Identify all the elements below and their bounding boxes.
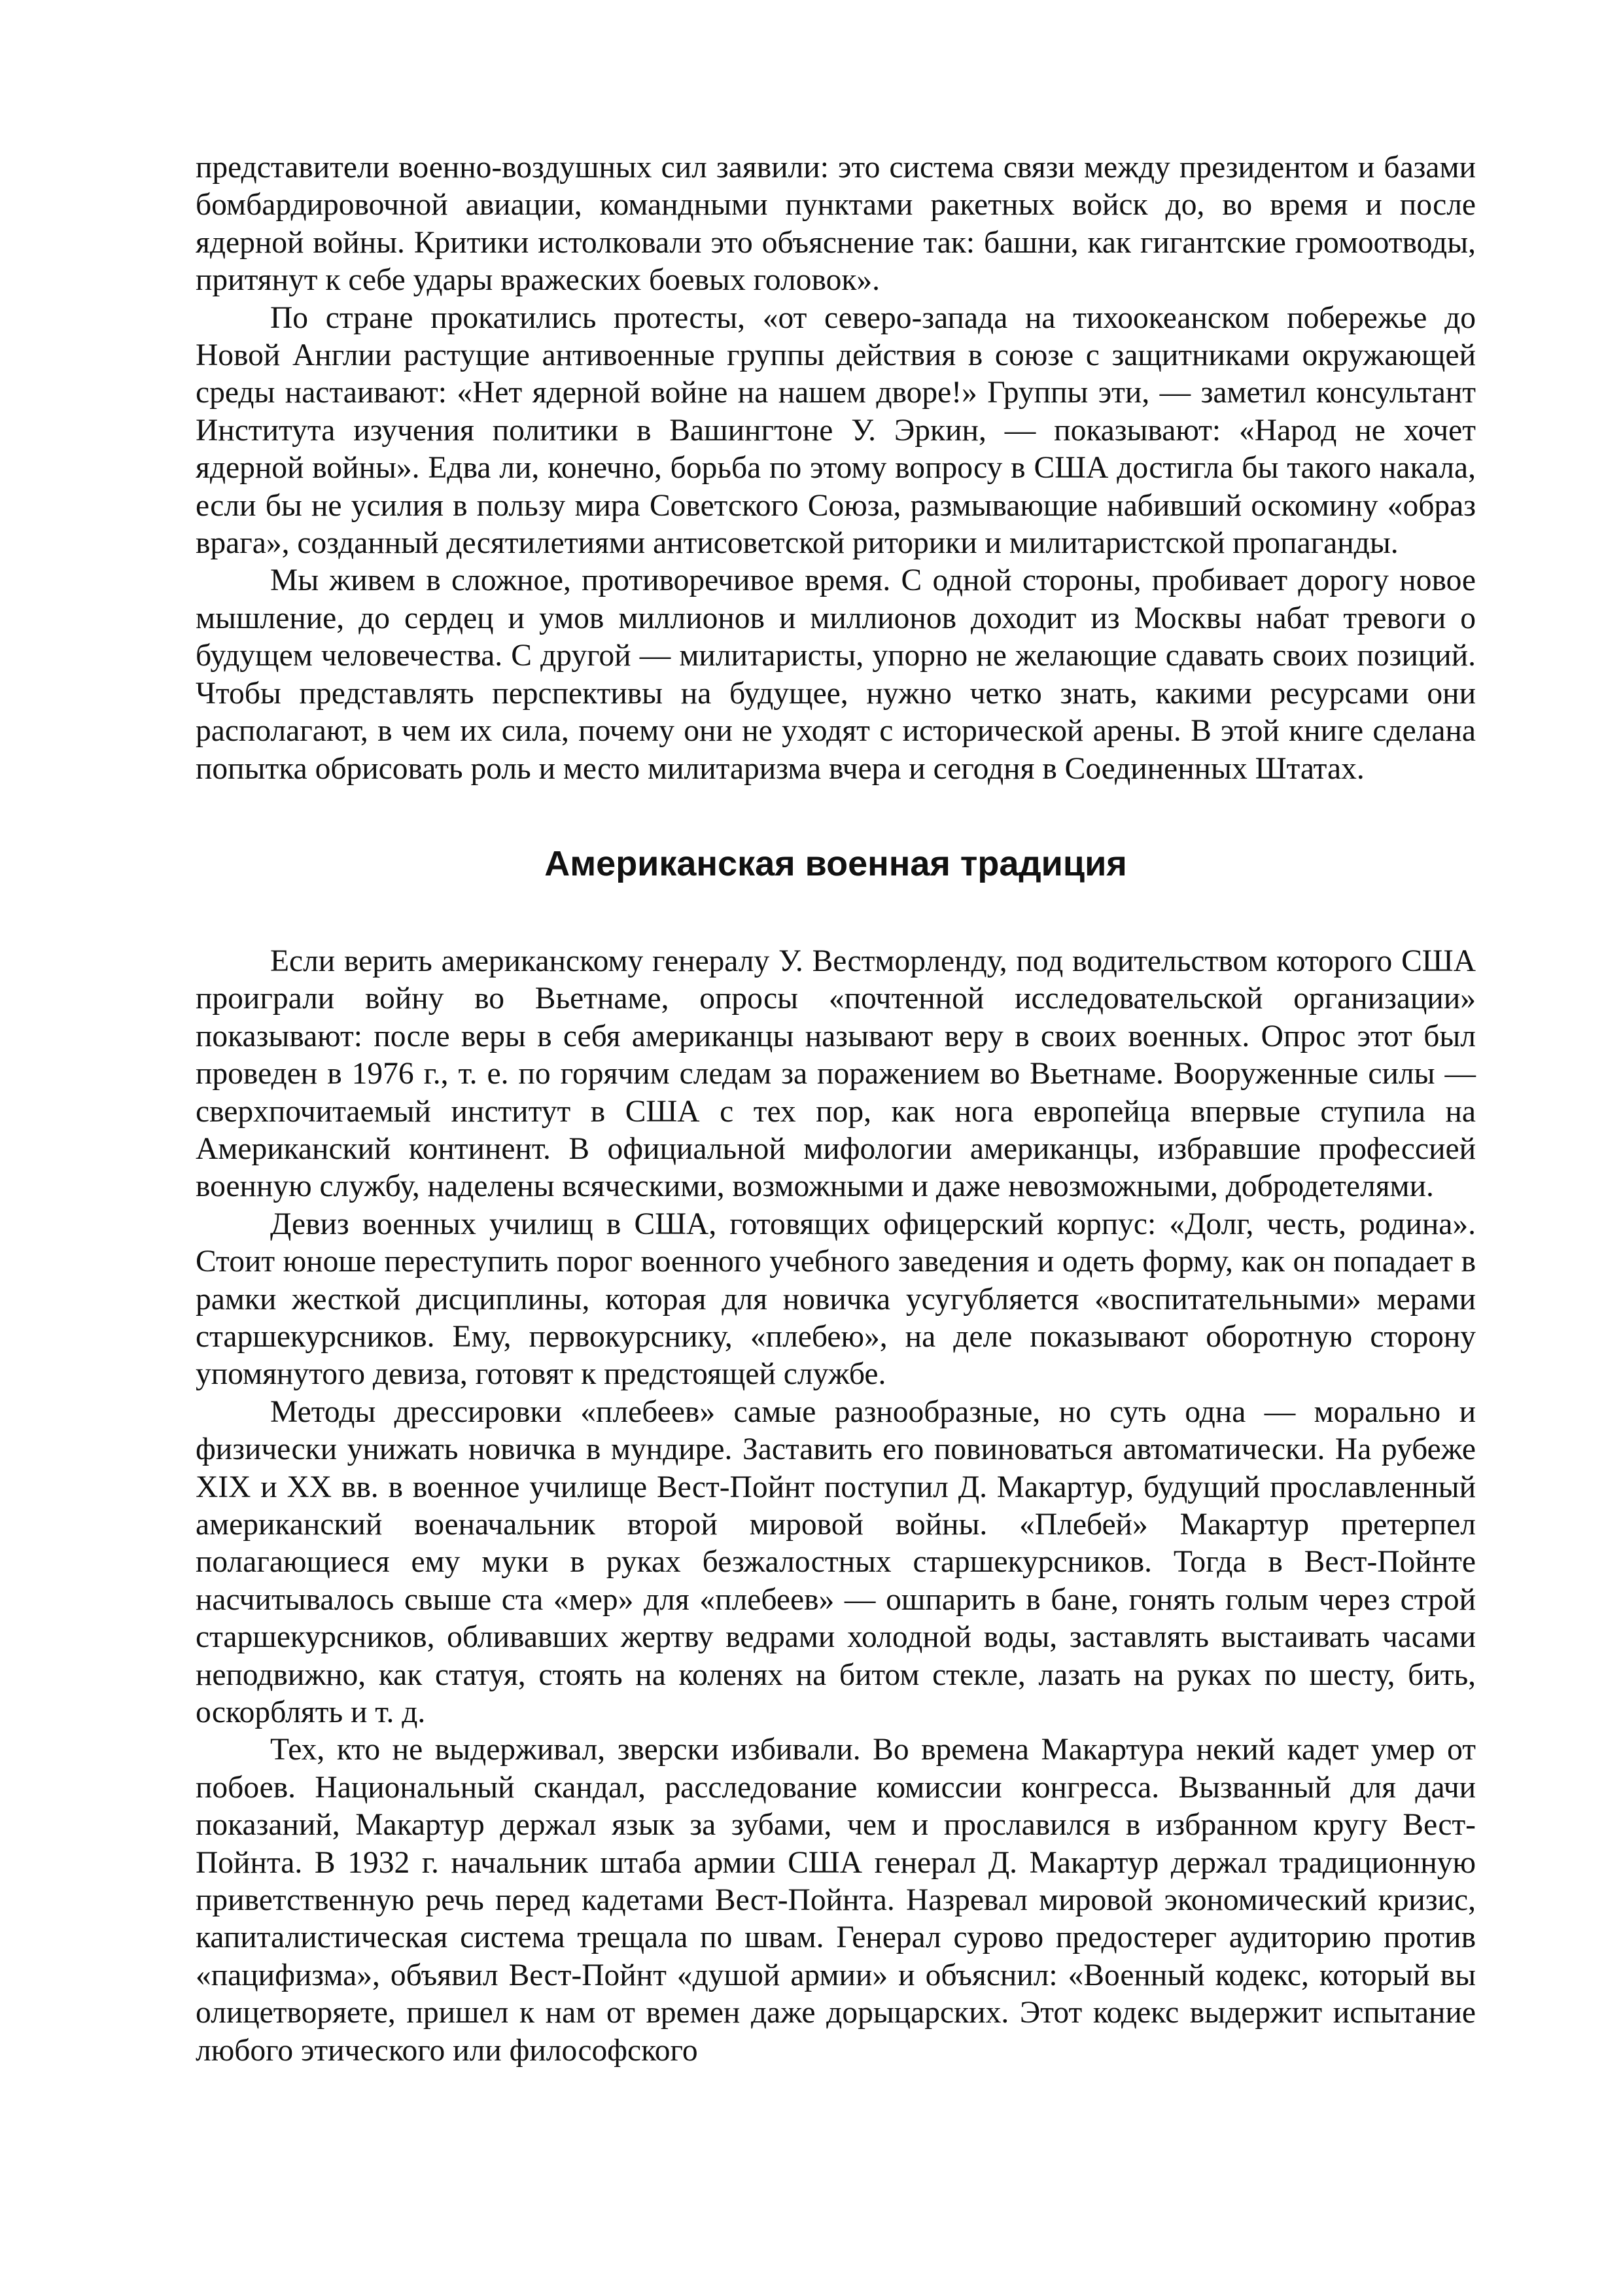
paragraph-complex-time: Мы живем в сложное, противоречивое время. С одной стороны, пробивает дорогу новое мышление, до сердец и умов миллионов и миллионов доходит из Москвы набат тревоги о будущем человечества. С другой — милитаристы, упорно не желающие сдавать своих позиций. Чтобы представлять перспективы на будущее, нужно четко знать, какими ресурсами они располагают, в чем их сила, почему они не уходят с исторической арены. В этой книге сделана попытка обрисовать роль и место милитаризма вчера и сегодня в Соединенных Штатах. xyxy=(196,563,1476,786)
paragraph-protests: По стране прокатились протесты, «от северо-запада на тихоокеанском побережье до Новой Англии растущие антивоенные группы действия в союзе с защитниками окружающей среды настаивают: «Нет ядерной войне на нашем дворе!» Группы эти, — заметил консультант Института изучения политики в Вашингтоне У. Эркин, — показывают: «Народ не хочет ядерной войны». Едва ли, конечно, борьба по этому вопросу в США достигла бы такого накала, если бы не усилия в пользу мира Советского Союза, размывающие набивший оскомину «образ врага», созданный десятилетиями антисоветской риторики и милитаристской пропаганды. xyxy=(196,300,1476,561)
paragraph-westmoreland: Если верить американскому генералу У. Вестморленду, под водительством которого США проиграли войну во Вьетнаме, опросы «почтенной исследовательской организации» показывают: после веры в себя американцы называют веру в своих военных. Опрос этот был проведен в 1976 г., т. е. по горячим следам за поражением во Вьетнаме. Вооруженные силы — сверхпочитаемый институт в США с тех пор, как нога европейца впервые ступила на Американский континент. В официальной мифологии американцы, избравшие профессией военную службу, наделены всяческими, возможными и даже невозможными, добродетелями. xyxy=(196,944,1476,1204)
document-page xyxy=(196,149,1476,2070)
paragraph-motto: Девиз военных училищ в США, готовящих офицерский корпус: «Долг, честь, родина». Стоит юноше переступить порог военного учебного заведения и одеть форму, как он попадает в рамки жесткой дисциплины, которая для новичка усугубляется «воспитательными» мерами старшекурсников. Ему, первокурснику, «плебею», на деле показывают оборотную сторону упомянутого девиза, готовят к предстоящей службе. xyxy=(196,1207,1476,1392)
paragraph-continuation: представители военно-воздушных сил заявили: это система связи между президентом и базами бомбардировочной авиации, командными пунктами ракетных войск до, во время и после ядерной войны. Критики истолковали это объяснение так: башни, как гигантские громоотводы, притянут к себе удары вражеских боевых головок». xyxy=(196,150,1476,298)
paragraph-training-methods: Методы дрессировки «плебеев» самые разнообразные, но суть одна — морально и физически унижать новичка в мундире. Заставить его повиноваться автоматически. На рубеже XIX и XX вв. в военное училище Вест-Пойнт поступил Д. Макартур, будущий прославленный американский военачальник второй мировой войны. «Плебей» Макартур претерпел полагающиеся ему муки в руках безжалостных старшекурсников. Тогда в Вест-Пойнте насчитывалось свыше ста «мер» для «плебеев» — ошпарить в бане, гонять голым через строй старшекурсников, обливавших жертву ведрами холодной воды, заставлять выстаивать часами неподвижно, как статуя, стоять на коленях на битом стекле, лазать на руках по шесту, бить, оскорблять и т. д. xyxy=(196,1394,1476,1730)
paragraph-macarthur: Тех, кто не выдерживал, зверски избивали. Во времена Макартура некий кадет умер от побоев. Национальный скандал, расследование комиссии конгресса. Вызванный для дачи показаний, Макартур держал язык за зубами, чем и прославился в избранном кругу Вест-Пойнта. В 1932 г. начальник штаба армии США генерал Д. Макартур держал традиционную приветственную речь перед кадетами Вест-Пойнта. Назревал мировой экономический кризис, капиталистическая система трещала по швам. Генерал сурово предостерег аудиторию против «пацифизма», объявил Вест-Пойнт «душой армии» и объяснил: «Военный кодекс, который вы олицетворяете, пришел к нам от времен даже дорыцарских. Этот кодекс выдержит испытание любого этического или философского xyxy=(196,1733,1476,2068)
section-heading: Американская военная традиция xyxy=(544,843,1127,883)
